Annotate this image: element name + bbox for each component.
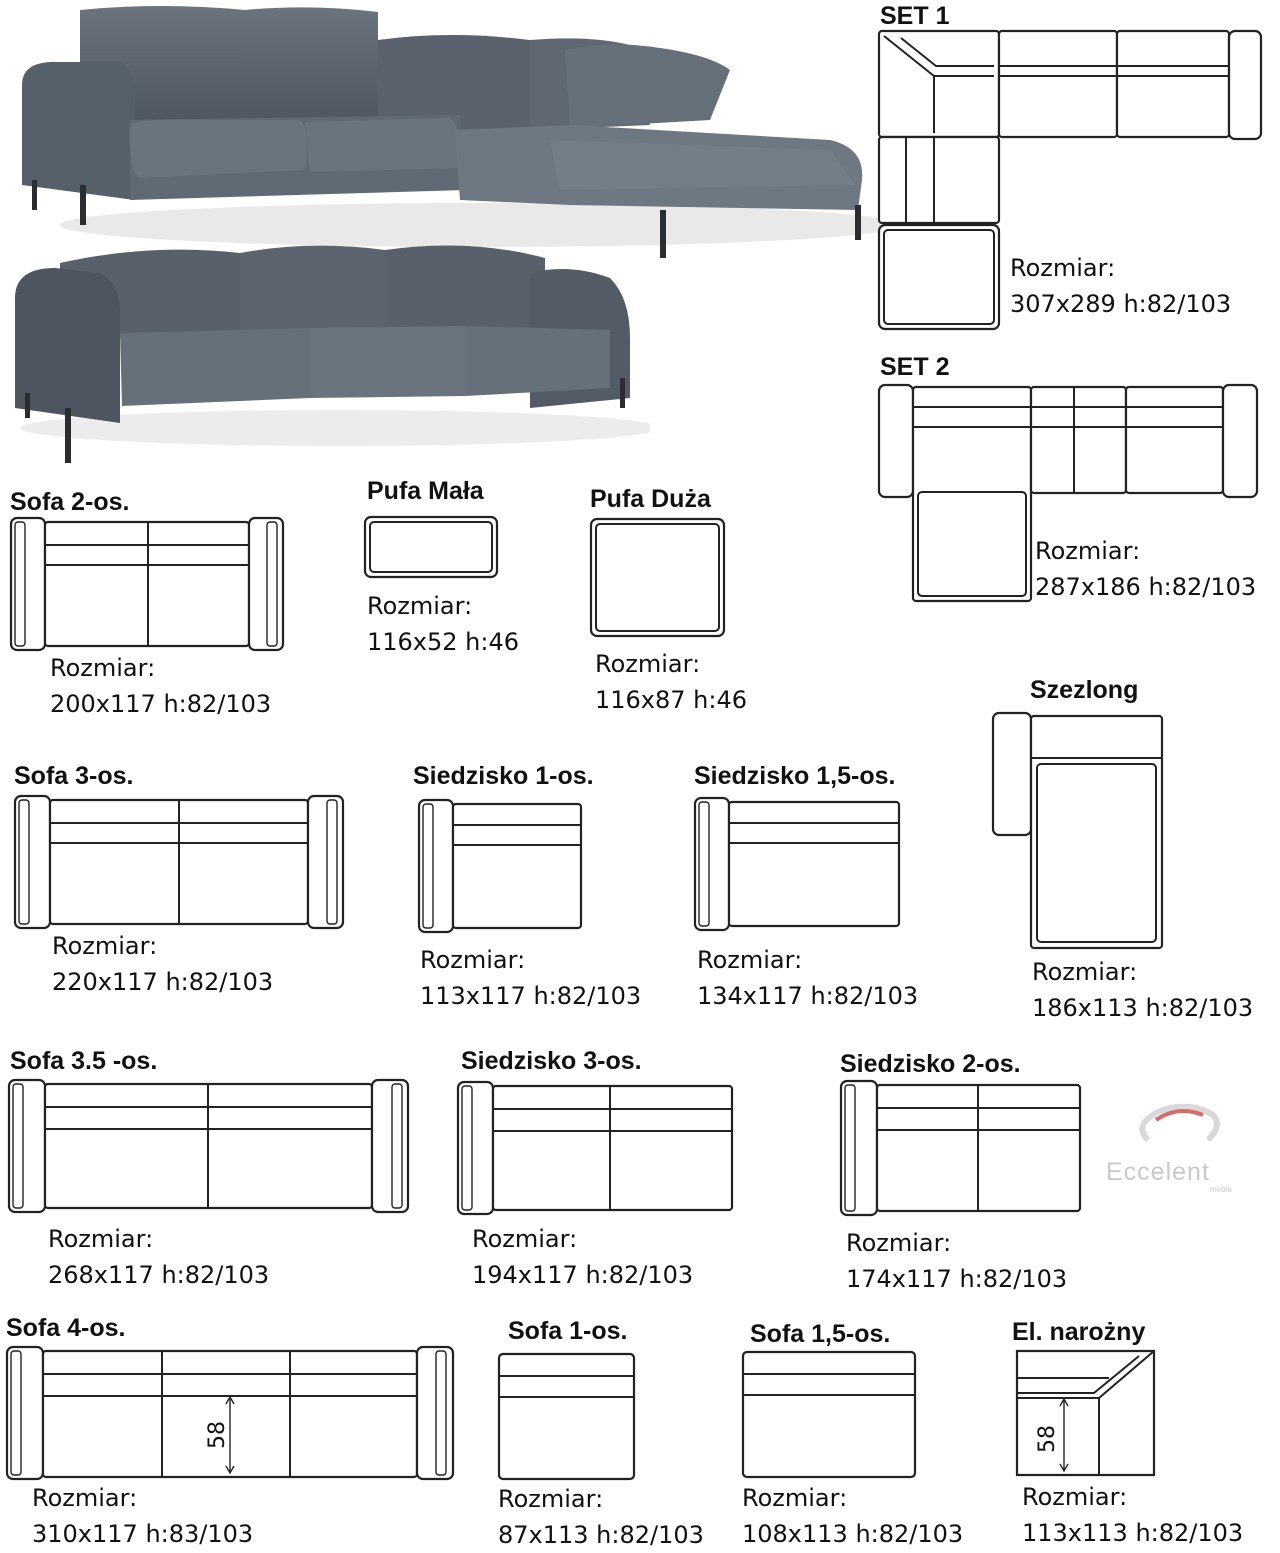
sofa2-diagram [8,515,288,655]
narozny-size-label: Rozmiar: [1022,1483,1128,1511]
sofa1-size-label: Rozmiar: [498,1485,604,1513]
siedzisko3-size-label: Rozmiar: [472,1225,578,1253]
sofa35-title: Sofa 3.5 -os. [10,1047,158,1075]
narozny-size: 113x113 h:82/103 [1022,1519,1244,1547]
sofa15-title: Sofa 1,5-os. [750,1320,891,1348]
siedzisko1-size-label: Rozmiar: [420,946,526,974]
set2-size-label: Rozmiar: [1035,537,1141,565]
pufa-mala-size-label: Rozmiar: [367,592,473,620]
sofa3-size: 220x117 h:82/103 [52,968,274,996]
siedzisko15-diagram [692,795,904,933]
sofa35-diagram [6,1077,412,1217]
sofa4-size: 310x117 h:83/103 [32,1520,254,1548]
siedzisko15-title: Siedzisko 1,5-os. [694,762,896,790]
sofa2-size-label: Rozmiar: [50,654,156,682]
sofa1-size: 87x113 h:82/103 [498,1521,704,1549]
siedzisko15-size: 134x117 h:82/103 [697,982,919,1010]
narozny-diagram [1014,1348,1160,1480]
pufa-duza-size-label: Rozmiar: [595,650,701,678]
sofa35-size-label: Rozmiar: [48,1225,154,1253]
siedzisko1-diagram [416,797,586,935]
siedzisko1-size: 113x117 h:82/103 [420,982,642,1010]
szezlong-diagram [990,710,1170,952]
siedzisko2-diagram [838,1078,1086,1220]
pufa-duza-diagram [588,516,728,640]
set2-size: 287x186 h:82/103 [1035,573,1257,601]
sofa4-diagram [4,1344,456,1484]
siedzisko1-title: Siedzisko 1-os. [413,762,594,790]
sofa35-size: 268x117 h:82/103 [48,1261,270,1289]
narozny-title: El. narożny [1012,1318,1146,1346]
sofa1-diagram [496,1351,638,1483]
sofa15-size-label: Rozmiar: [742,1484,848,1512]
sofa2-size: 200x117 h:82/103 [50,690,272,718]
set1-title: SET 1 [880,2,950,30]
pufa-mala-title: Pufa Mała [367,477,484,505]
set1-size-label: Rozmiar: [1010,254,1116,282]
sofa15-size: 108x113 h:82/103 [742,1520,964,1548]
narozny-depth-mark: 58 [1035,1425,1060,1453]
sofa3-size-label: Rozmiar: [52,932,158,960]
eccelent-logo-icon [1128,1100,1228,1160]
sofa2-title: Sofa 2-os. [10,488,130,516]
three-seat-sofa-photo [10,238,650,468]
logo-brand: Eccelent [1106,1158,1210,1186]
pufa-duza-title: Pufa Duża [590,485,711,513]
szezlong-size: 186x113 h:82/103 [1032,994,1254,1022]
siedzisko2-title: Siedzisko 2-os. [840,1050,1021,1078]
pufa-duza-size: 116x87 h:46 [595,686,748,714]
sofa4-size-label: Rozmiar: [32,1484,138,1512]
logo-sub: meble [1210,1185,1232,1194]
sofa4-depth-mark: 58 [205,1421,230,1449]
corner-sofa-photo [10,0,880,270]
szezlong-title: Szezlong [1030,676,1139,704]
siedzisko3-title: Siedzisko 3-os. [461,1047,642,1075]
sofa4-title: Sofa 4-os. [6,1314,126,1342]
sofa3-title: Sofa 3-os. [14,762,134,790]
szezlong-size-label: Rozmiar: [1032,958,1138,986]
sofa3-diagram [12,793,346,931]
pufa-mala-diagram [362,514,502,582]
siedzisko3-diagram [455,1079,737,1219]
siedzisko2-size-label: Rozmiar: [846,1229,952,1257]
set1-size: 307x289 h:82/103 [1010,290,1232,318]
siedzisko2-size: 174x117 h:82/103 [846,1265,1068,1293]
sofa1-title: Sofa 1-os. [508,1317,628,1345]
pufa-mala-size: 116x52 h:46 [367,628,520,656]
siedzisko15-size-label: Rozmiar: [697,946,803,974]
sofa15-diagram [740,1349,918,1481]
set2-title: SET 2 [880,353,950,381]
siedzisko3-size: 194x117 h:82/103 [472,1261,694,1289]
